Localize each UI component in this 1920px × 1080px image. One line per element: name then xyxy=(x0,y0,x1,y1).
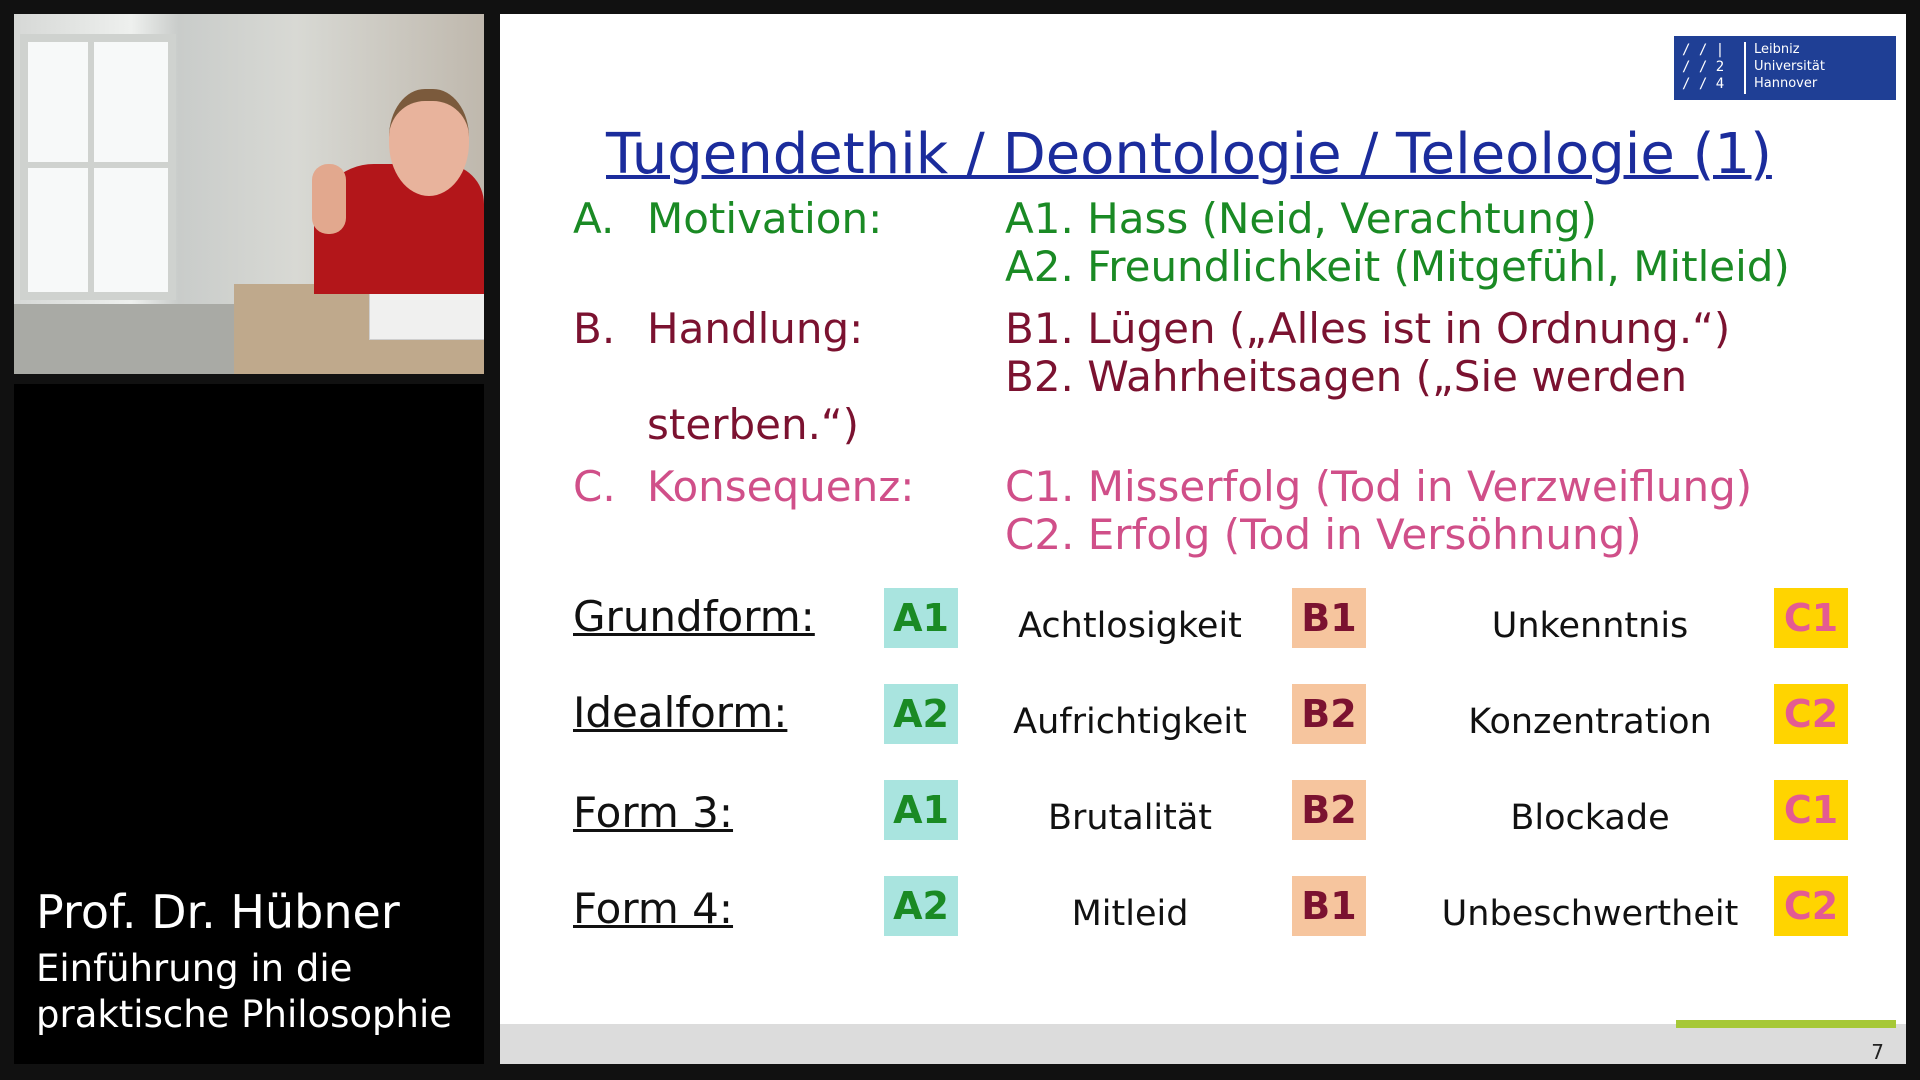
category-b-item-2: B2. Wahrheitsagen („Sie werden xyxy=(1005,352,1688,401)
presentation-slide xyxy=(500,14,1906,1064)
form-virtue-word: Aufrichtigkeit xyxy=(1013,702,1247,742)
logo-text-line2: Universität xyxy=(1754,59,1825,74)
slide-footer-bar xyxy=(500,1024,1906,1064)
category-b-item-2-continuation: sterben.“) xyxy=(647,400,860,449)
form-action-word: Unbeschwertheit xyxy=(1441,894,1739,934)
badge-b: B2 xyxy=(1292,780,1366,840)
category-b-item-1: B1. Lügen („Alles ist in Ordnung.“) xyxy=(1005,304,1731,353)
badge-c: C1 xyxy=(1774,588,1848,648)
slide-page-number: 7 xyxy=(1871,1040,1884,1064)
logo-text-line3: Hannover xyxy=(1754,76,1818,91)
logo-text xyxy=(1754,41,1894,92)
window-in-video xyxy=(20,34,176,300)
category-a-item-1: A1. Hass (Neid, Verachtung) xyxy=(1005,194,1598,243)
category-b-label: Handlung: xyxy=(647,304,864,353)
badge-c: C2 xyxy=(1774,684,1848,744)
lecturer-video xyxy=(14,14,484,374)
lecturer-head xyxy=(389,89,469,196)
category-c-label: Konsequenz: xyxy=(647,462,915,511)
badge-c: C2 xyxy=(1774,876,1848,936)
category-a-item-2: A2. Freundlichkeit (Mitgefühl, Mitleid) xyxy=(1005,242,1790,291)
form-virtue-word: Brutalität xyxy=(1047,798,1213,838)
logo-mark: / / | / / 2 / / 4 xyxy=(1682,42,1725,92)
category-a-label: Motivation: xyxy=(647,194,883,243)
form-action-word: Unkenntnis xyxy=(1491,606,1689,646)
form-label-idealform: Idealform: xyxy=(573,688,788,737)
lecturer-name: Prof. Dr. Hübner xyxy=(36,885,400,939)
badge-b: B1 xyxy=(1292,588,1366,648)
form-label-form-4: Form 4: xyxy=(573,884,734,933)
university-logo xyxy=(1674,36,1896,100)
badge-c: C1 xyxy=(1774,780,1848,840)
form-action-word: Konzentration xyxy=(1468,702,1712,742)
lecturer-hand xyxy=(312,164,346,234)
course-title xyxy=(36,946,476,1038)
category-b-letter: B. xyxy=(573,304,616,353)
category-c-letter: C. xyxy=(573,462,616,511)
badge-a: A1 xyxy=(884,588,958,648)
form-label-form-3: Form 3: xyxy=(573,788,734,837)
badge-a: A2 xyxy=(884,684,958,744)
badge-a: A1 xyxy=(884,780,958,840)
course-title-line1: Einführung in die xyxy=(36,947,353,990)
course-title-line2: praktische Philosophie xyxy=(36,993,453,1036)
slide-footer-accent xyxy=(1676,1020,1896,1028)
form-virtue-word: Achtlosigkeit xyxy=(1018,606,1242,646)
form-action-word: Blockade xyxy=(1510,798,1670,838)
windowsill-in-video xyxy=(14,304,244,374)
logo-separator xyxy=(1744,42,1746,94)
slide-title: Tugendethik / Deontologie / Teleologie (1) xyxy=(606,122,1772,187)
badge-b: B1 xyxy=(1292,876,1366,936)
badge-a: A2 xyxy=(884,876,958,936)
badge-b: B2 xyxy=(1292,684,1366,744)
form-virtue-word: Mitleid xyxy=(1071,894,1189,934)
category-c-item-1: C1. Misserfolg (Tod in Verzweiflung) xyxy=(1005,462,1753,511)
form-label-grundform: Grundform: xyxy=(573,592,815,641)
category-c-item-2: C2. Erfolg (Tod in Versöhnung) xyxy=(1005,510,1642,559)
category-a-letter: A. xyxy=(573,194,615,243)
logo-text-line1: Leibniz xyxy=(1754,42,1800,57)
